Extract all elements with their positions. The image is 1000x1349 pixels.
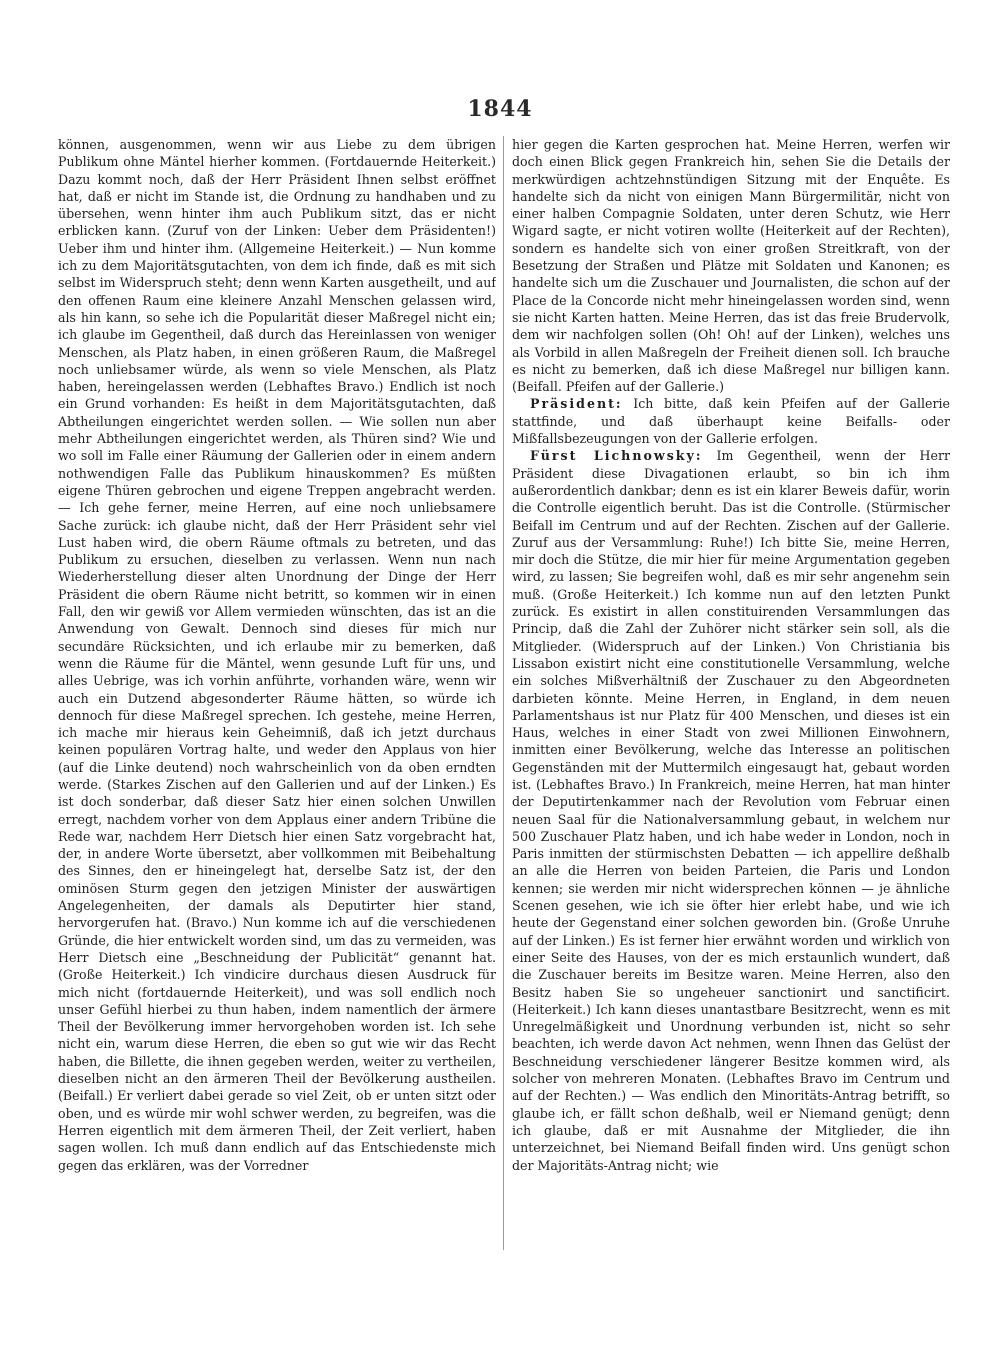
- speaker-lichnowsky: Fürst Lichnowsky:: [530, 448, 703, 464]
- lichnowsky-statement: [512, 447, 950, 1173]
- president-statement: [512, 395, 950, 447]
- right-column: [512, 136, 950, 1256]
- left-column-paragraph: können, ausgenommen, wenn wir aus Liebe zu dem übrigen Publikum ohne Mäntel hierher kommen. (Fortdauernde Heiterkeit.) Dazu kommt noch, daß der Herr Präsident Ihnen selbst eröffnet hat, daß er nicht im Stande ist, die Ordnung zu handhaben und zu übersehen, wenn hinter ihm auch Publikum sitzt, das er nicht erblicken kann. (Zuruf von der Linken: Ueber dem Präsidenten!) Ueber ihm und hinter ihm. (Allgemeine Heiterkeit.) — Nun komme ich zu dem Majoritätsgutachten, von dem ich finde, daß es mit sich selbst im Widerspruch steht; denn wenn Karten ausgetheilt, und auf den offenen Raum eine kleinere Anzahl Menschen gelassen wird, als hin kann, so sehe ich die Popularität dieser Maßregel nicht ein; ich glaube im Gegentheil, daß durch das Hereinlassen von weniger Menschen, als Platz haben, in einen größeren Raum, die Maßregel noch unliebsamer würde, als wenn so viele Menschen, als Platz haben, hereingelassen werden (Lebhaftes Bravo.) Endlich ist noch ein Grund vorhanden: Es heißt in dem Majoritätsgutachten, daß Abtheilungen eingerichtet werden sollen. — Wie sollen nun aber mehr Abtheilungen eingerichtet werden, als Thüren sind? Wie und wo soll im Falle einer Räumung der Gallerien oder in einem andern nothwendigen Falle das Publikum hinauskommen? Es müßten eigene Thüren gebrochen und eigene Treppen angebracht werden. — Ich gehe ferner, meine Herren, auf eine noch unliebsamere Sache zurück: ich glaube nicht, daß der Herr Präsident sehr viel Lust haben wird, die obern Räume oftmals zu betreten, und das Publikum zu ersuchen, dieselben zu verlassen. Wenn nun nach Wiederherstellung dieser alten Unordnung der Dinge der Herr Präsident die obern Räume nicht betritt, so kommen wir in einen Fall, den wir gewiß vor Allem vermieden wünschten, das ist an die Anwendung von Gewalt. Dennoch sind dieses für mich nur secundäre Rücksichten, und ich erlaube mir zu bemerken, daß wenn die Räume für die Mäntel, wenn gesunde Luft für uns, und alles Uebrige, was ich vorhin anführte, vorhanden wäre, wenn wir auch ein Dutzend abgesonderter Räume hätten, so würde ich dennoch für diese Maßregel sprechen. Ich gestehe, meine Herren, ich mache mir hieraus kein Geheimniß, daß ich jetzt durchaus keinen populären Vortrag halte, und weder den Applaus von hier (auf die Linke deutend) noch wahrscheinlich von da oben erndten werde. (Starkes Zischen auf den Gallerien und auf der Linken.) Es ist doch sonderbar, daß dieser Satz hier einen solchen Unwillen erregt, nachdem vorher von dem Applaus einer andern Tribüne die Rede war, nachdem Herr Dietsch hier einen Satz vorgebracht hat, der, in andere Worte übersetzt, aber vollkommen mit Beibehaltung des Sinnes, den er hineingelegt hat, derselbe Satz ist, der den ominösen Sturm gegen den jetzigen Minister der auswärtigen Angelegenheiten, der damals als Deputirter hier stand, hervorgerufen hat. (Bravo.) Nun komme ich auf die verschiedenen Gründe, die hier entwickelt worden sind, um das zu vermeiden, was Herr Dietsch eine „Beschneidung der Publicität“ genannt hat. (Große Heiterkeit.) Ich vindicire durchaus diesen Ausdruck für mich nicht (fortdauernde Heiterkeit), und was soll endlich noch unser Gefühl hierbei zu thun haben, indem namentlich der ärmere Theil der Bevölkerung immer hervorgehoben worden ist. Ich sehe nicht ein, warum diese Herren, die eben so gut wie wir das Recht haben, die Billette, die ihnen gegeben werden, weiter zu vertheilen, dieselben nicht an den ärmeren Theil der Bevölkerung austheilen. (Beifall.) Er verliert dabei gerade so viel Zeit, ob er unten sitzt oder oben, und es würde mir wohl schwer werden, zu begreifen, was die Herren eigentlich mit dem ärmeren Theil, der Zeit verliert, haben sagen wollen. Ich muß dann endlich auf das Entschiedenste mich gegen das erklären, was der Vorredner: [58, 137, 496, 1173]
- speaker-president: Präsident:: [530, 396, 623, 412]
- page-number: 1844: [467, 96, 533, 122]
- column-divider: [503, 136, 504, 1250]
- left-column: [58, 136, 496, 1256]
- lichnowsky-text: Im Gegentheil, wenn der Herr Präsident diese Divagationen erlaubt, so bin ich ihm außerordentlich dankbar; denn es ist ein klarer Beweis dafür, worin die Controlle eigentlich beruht. Das ist die Controlle. (Stürmischer Beifall im Centrum und auf der Rechten. Zischen auf der Gallerie. Zuruf aus der Versammlung: Ruhe!) Ich bitte Sie, meine Herren, mir doch die Stütze, die mir hier für meine Argumentation gegeben wird, zu lassen; Sie begreifen wohl, daß es mir sehr angenehm sein muß. (Große Heiterkeit.) Ich komme nun auf den letzten Punkt zurück. Es existirt in allen constituirenden Versammlungen das Princip, daß die Zahl der Zuhörer nicht stärker sein soll, als die Mitglieder. (Widerspruch auf der Linken.) Von Christiania bis Lissabon existirt nicht eine constitutionelle Versammlung, welche ein solches Mißverhältniß der Zuschauer zu den Abgeordneten darbieten könnte. Meine Herren, in England, in dem neuen Parlamentshaus ist nur Platz für 400 Menschen, und dieses ist ein Haus, welches in einer Stadt von zwei Millionen Einwohnern, inmitten einer Bevölkerung, welche das Interesse an politischen Gegenständen mit der Muttermilch eingesaugt hat, gebaut worden ist. (Lebhaftes Bravo.) In Frankreich, meine Herren, hat man hinter der Deputirtenkammer nach der Revolution vom Februar einen neuen Saal für die Nationalversammlung gebaut, in welchem nur 500 Zuschauer Platz haben, und ich habe weder in London, noch in Paris inmitten der stürmischsten Debatten — ich appellire deßhalb an alle die Herren von beiden Parteien, die Paris und London kennen; sie werden mir nicht widersprechen können — je ähnliche Scenen gesehen, wie ich sie öfter hier erlebt habe, und wie ich heute der Gegenstand einer solchen geworden bin. (Große Unruhe auf der Linken.) Es ist ferner hier erwähnt worden und wirklich von einer Seite des Hauses, von der es mich erstaunlich wundert, daß die Zuschauer bereits im Besitze waren. Meine Herren, also den Besitz haben Sie so ungeheuer sanctionirt und sanctificirt. (Heiterkeit.) Ich kann dieses unantastbare Besitzrecht, wenn es mit Unregelmäßigkeit und Unordnung verbunden ist, nicht so sehr beachten, ich werde davon Act nehmen, wenn Ihnen das Gelüst der Beschneidung verschiedener längerer Besitze kommen wird, als solcher von mehreren Monaten. (Lebhaftes Bravo im Centrum und auf der Rechten.) — Was endlich den Minoritäts-Antrag betrifft, so glaube ich, er fällt schon deßhalb, weil er Niemand genügt; denn ich glaube, daß er mit Ausnahme der Mitglieder, die ihn unterzeichnet, bei Niemand Beifall finden wird. Uns genügt schon der Majoritäts-Antrag nicht; wie: [512, 448, 950, 1173]
- right-column-paragraph-1: hier gegen die Karten gesprochen hat. Meine Herren, werfen wir doch einen Blick gegen Frankreich hin, sehen Sie die Details der merkwürdigen achtzehnstündigen Sitzung mit der Enquête. Es handelte sich da nicht von einigen Mann Bürgermilitär, nicht von einer halben Compagnie Soldaten, unter deren Schutz, wie Herr Wigard sagte, er nicht votiren wollte (Heiterkeit auf der Rechten), sondern es handelte sich von einer großen Streitkraft, von der Besetzung der Straßen und Plätze mit Soldaten und Kanonen; es handelte sich um die Zuschauer und Journalisten, die schon auf der Place de la Concorde nicht mehr hineingelassen worden sind, wenn sie nicht Karten hatten. Meine Herren, das ist das freie Brudervolk, dem wir nachfolgen sollen (Oh! Oh! auf der Linken), welches uns als Vorbild in allen Maßregeln der Freiheit dienen soll. Ich brauche es nicht zu bemerken, daß ich diese Maßregel nur billigen kann. (Beifall. Pfeifen auf der Gallerie.): [512, 137, 950, 395]
- president-text: Ich bitte, daß kein Pfeifen auf der Gallerie stattfinde, und daß überhaupt keine Beifalls- oder Mißfallsbezeugungen von der Gallerie erfolgen.: [512, 396, 950, 447]
